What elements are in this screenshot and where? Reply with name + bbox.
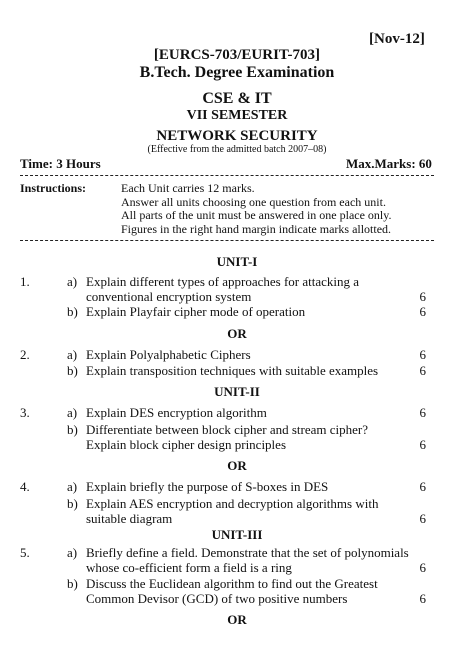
divider-bottom xyxy=(20,240,434,241)
divider-top xyxy=(20,175,434,176)
part-label: a) xyxy=(67,545,78,560)
question-number: 4. xyxy=(20,479,30,494)
question-text: Explain briefly the purpose of S-boxes in DES xyxy=(86,479,329,494)
instruction-line: Figures in the right hand margin indicate marks allotted. xyxy=(121,222,392,236)
question-number: 2. xyxy=(20,347,30,362)
part-label: b) xyxy=(67,422,78,437)
marks-value: 6 xyxy=(419,363,426,378)
marks-value: 6 xyxy=(419,289,426,304)
question-text: Explain block cipher design principles xyxy=(86,437,287,452)
question-text: Common Devisor (GCD) of two positive numbers xyxy=(86,591,348,606)
marks-value: 6 xyxy=(419,511,426,526)
question-number: 5. xyxy=(20,545,30,560)
or-separator: OR xyxy=(227,326,247,341)
question-text: Explain transposition techniques with suitable examples xyxy=(86,363,379,378)
part-label: a) xyxy=(67,405,78,420)
max-marks-label: Max.Marks: 60 xyxy=(346,156,432,171)
instruction-line: Answer all units choosing one question from each unit. xyxy=(121,195,386,209)
marks-value: 6 xyxy=(419,560,426,575)
question-text: Explain different types of approaches for attacking a xyxy=(86,274,360,289)
effective-note: (Effective from the admitted batch 2007–08) xyxy=(147,144,327,155)
unit-heading: UNIT-I xyxy=(216,254,258,269)
question-text: suitable diagram xyxy=(86,511,173,526)
question-number: 1. xyxy=(20,274,30,289)
part-label: b) xyxy=(67,576,78,591)
session-label: [Nov-12] xyxy=(369,31,425,47)
instruction-line: All parts of the unit must be answered in one place only. xyxy=(121,208,392,222)
question-text: conventional encryption system xyxy=(86,289,252,304)
question-number: 3. xyxy=(20,405,30,420)
unit-heading: UNIT-III xyxy=(211,527,263,542)
question-text: Briefly define a field. Demonstrate that the set of polynomials xyxy=(86,545,409,560)
instructions-label: Instructions: xyxy=(20,181,87,195)
marks-value: 6 xyxy=(419,304,426,319)
subject-title: NETWORK SECURITY xyxy=(156,128,318,144)
question-text: Explain Playfair cipher mode of operation xyxy=(86,304,306,319)
marks-value: 6 xyxy=(419,347,426,362)
or-separator: OR xyxy=(227,458,247,473)
branch-title: CSE & IT xyxy=(202,90,272,107)
semester-title: VII SEMESTER xyxy=(186,108,288,123)
part-label: a) xyxy=(67,347,78,362)
part-label: b) xyxy=(67,496,78,511)
unit-heading: UNIT-II xyxy=(214,384,260,399)
marks-value: 6 xyxy=(419,479,426,494)
part-label: a) xyxy=(67,274,78,289)
question-text: Explain AES encryption and decryption algorithms with xyxy=(86,496,379,511)
instruction-line: Each Unit carries 12 marks. xyxy=(121,181,255,195)
marks-value: 6 xyxy=(419,437,426,452)
time-label: Time: 3 Hours xyxy=(20,156,101,171)
or-separator: OR xyxy=(227,612,247,627)
question-text: Explain Polyalphabetic Ciphers xyxy=(86,347,251,362)
question-text: Discuss the Euclidean algorithm to find out the Greatest xyxy=(86,576,378,591)
part-label: b) xyxy=(67,363,78,378)
question-text: Explain DES encryption algorithm xyxy=(86,405,267,420)
part-label: b) xyxy=(67,304,78,319)
marks-value: 6 xyxy=(419,405,426,420)
paper-code: [EURCS-703/EURIT-703] xyxy=(153,47,321,63)
marks-value: 6 xyxy=(419,591,426,606)
exam-title: B.Tech. Degree Examination xyxy=(139,64,335,81)
question-text: whose co-efficient form a field is a ring xyxy=(86,560,292,575)
question-text: Differentiate between block cipher and stream cipher? xyxy=(86,422,369,437)
part-label: a) xyxy=(67,479,78,494)
